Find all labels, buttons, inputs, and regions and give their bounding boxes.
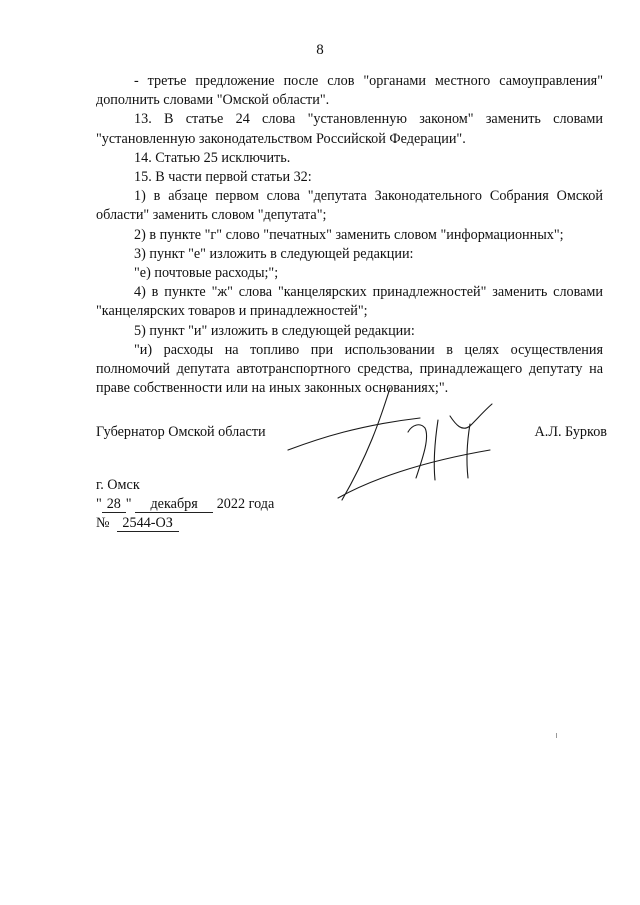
- paragraph-item-13: 13. В статье 24 слова "установленную законом" заменить словами "установленную законодательством Российской Федерации".: [96, 111, 603, 147]
- city: г. Омск: [96, 477, 140, 493]
- date-line: [96, 495, 274, 514]
- page-number: 8: [316, 42, 324, 58]
- paragraph-subitem-5-text: "и) расходы на топливо при использовании в целях осуществления полномочий депутата автотранспортного средства, принадлежащего депутату на праве собственности или на иных законных основаниях;".: [96, 341, 603, 397]
- paragraph-amendment-sentence: - третье предложение после слов "органами местного самоуправления" дополнить словами "Омской области".: [96, 73, 603, 109]
- date-month: декабря: [135, 496, 213, 513]
- governor-name: А.Л. Бурков: [534, 424, 607, 440]
- date-day: 28: [102, 496, 126, 513]
- margin-mark: [556, 733, 557, 738]
- document-body: [96, 72, 603, 398]
- paragraph-subitem-3-text: "е) почтовые расходы;";: [134, 265, 279, 282]
- date-year: 2022 года: [216, 496, 275, 512]
- handwritten-signature: [280, 380, 520, 520]
- paragraph-subitem-3: 3) пункт "е" изложить в следующей редакции:: [134, 245, 414, 262]
- law-number: 2544-ОЗ: [117, 515, 179, 532]
- number-line: [96, 514, 274, 533]
- governor-title: Губернатор Омской области: [96, 424, 266, 440]
- paragraph-subitem-4: 4) в пункте "ж" слова "канцелярских принадлежностей" заменить словами "канцелярских товаров и принадлежностей";: [96, 284, 603, 320]
- paragraph-item-15: 15. В части первой статьи 32:: [134, 169, 312, 186]
- paragraph-item-14: 14. Статью 25 исключить.: [134, 149, 291, 166]
- document-footer: [96, 476, 274, 533]
- paragraph-subitem-1: 1) в абзаце первом слова "депутата Законодательного Собрания Омской области" заменить словом "депутата";: [96, 188, 603, 224]
- date-close-quote: ": [125, 496, 132, 512]
- paragraph-subitem-2: 2) в пункте "г" слово "печатных" заменить словом "информационных";: [134, 226, 564, 243]
- city-line: [96, 476, 274, 495]
- date-open-quote: ": [96, 496, 102, 512]
- paragraph-subitem-5: 5) пункт "и" изложить в следующей редакции:: [134, 322, 415, 339]
- number-sign: №: [96, 515, 110, 531]
